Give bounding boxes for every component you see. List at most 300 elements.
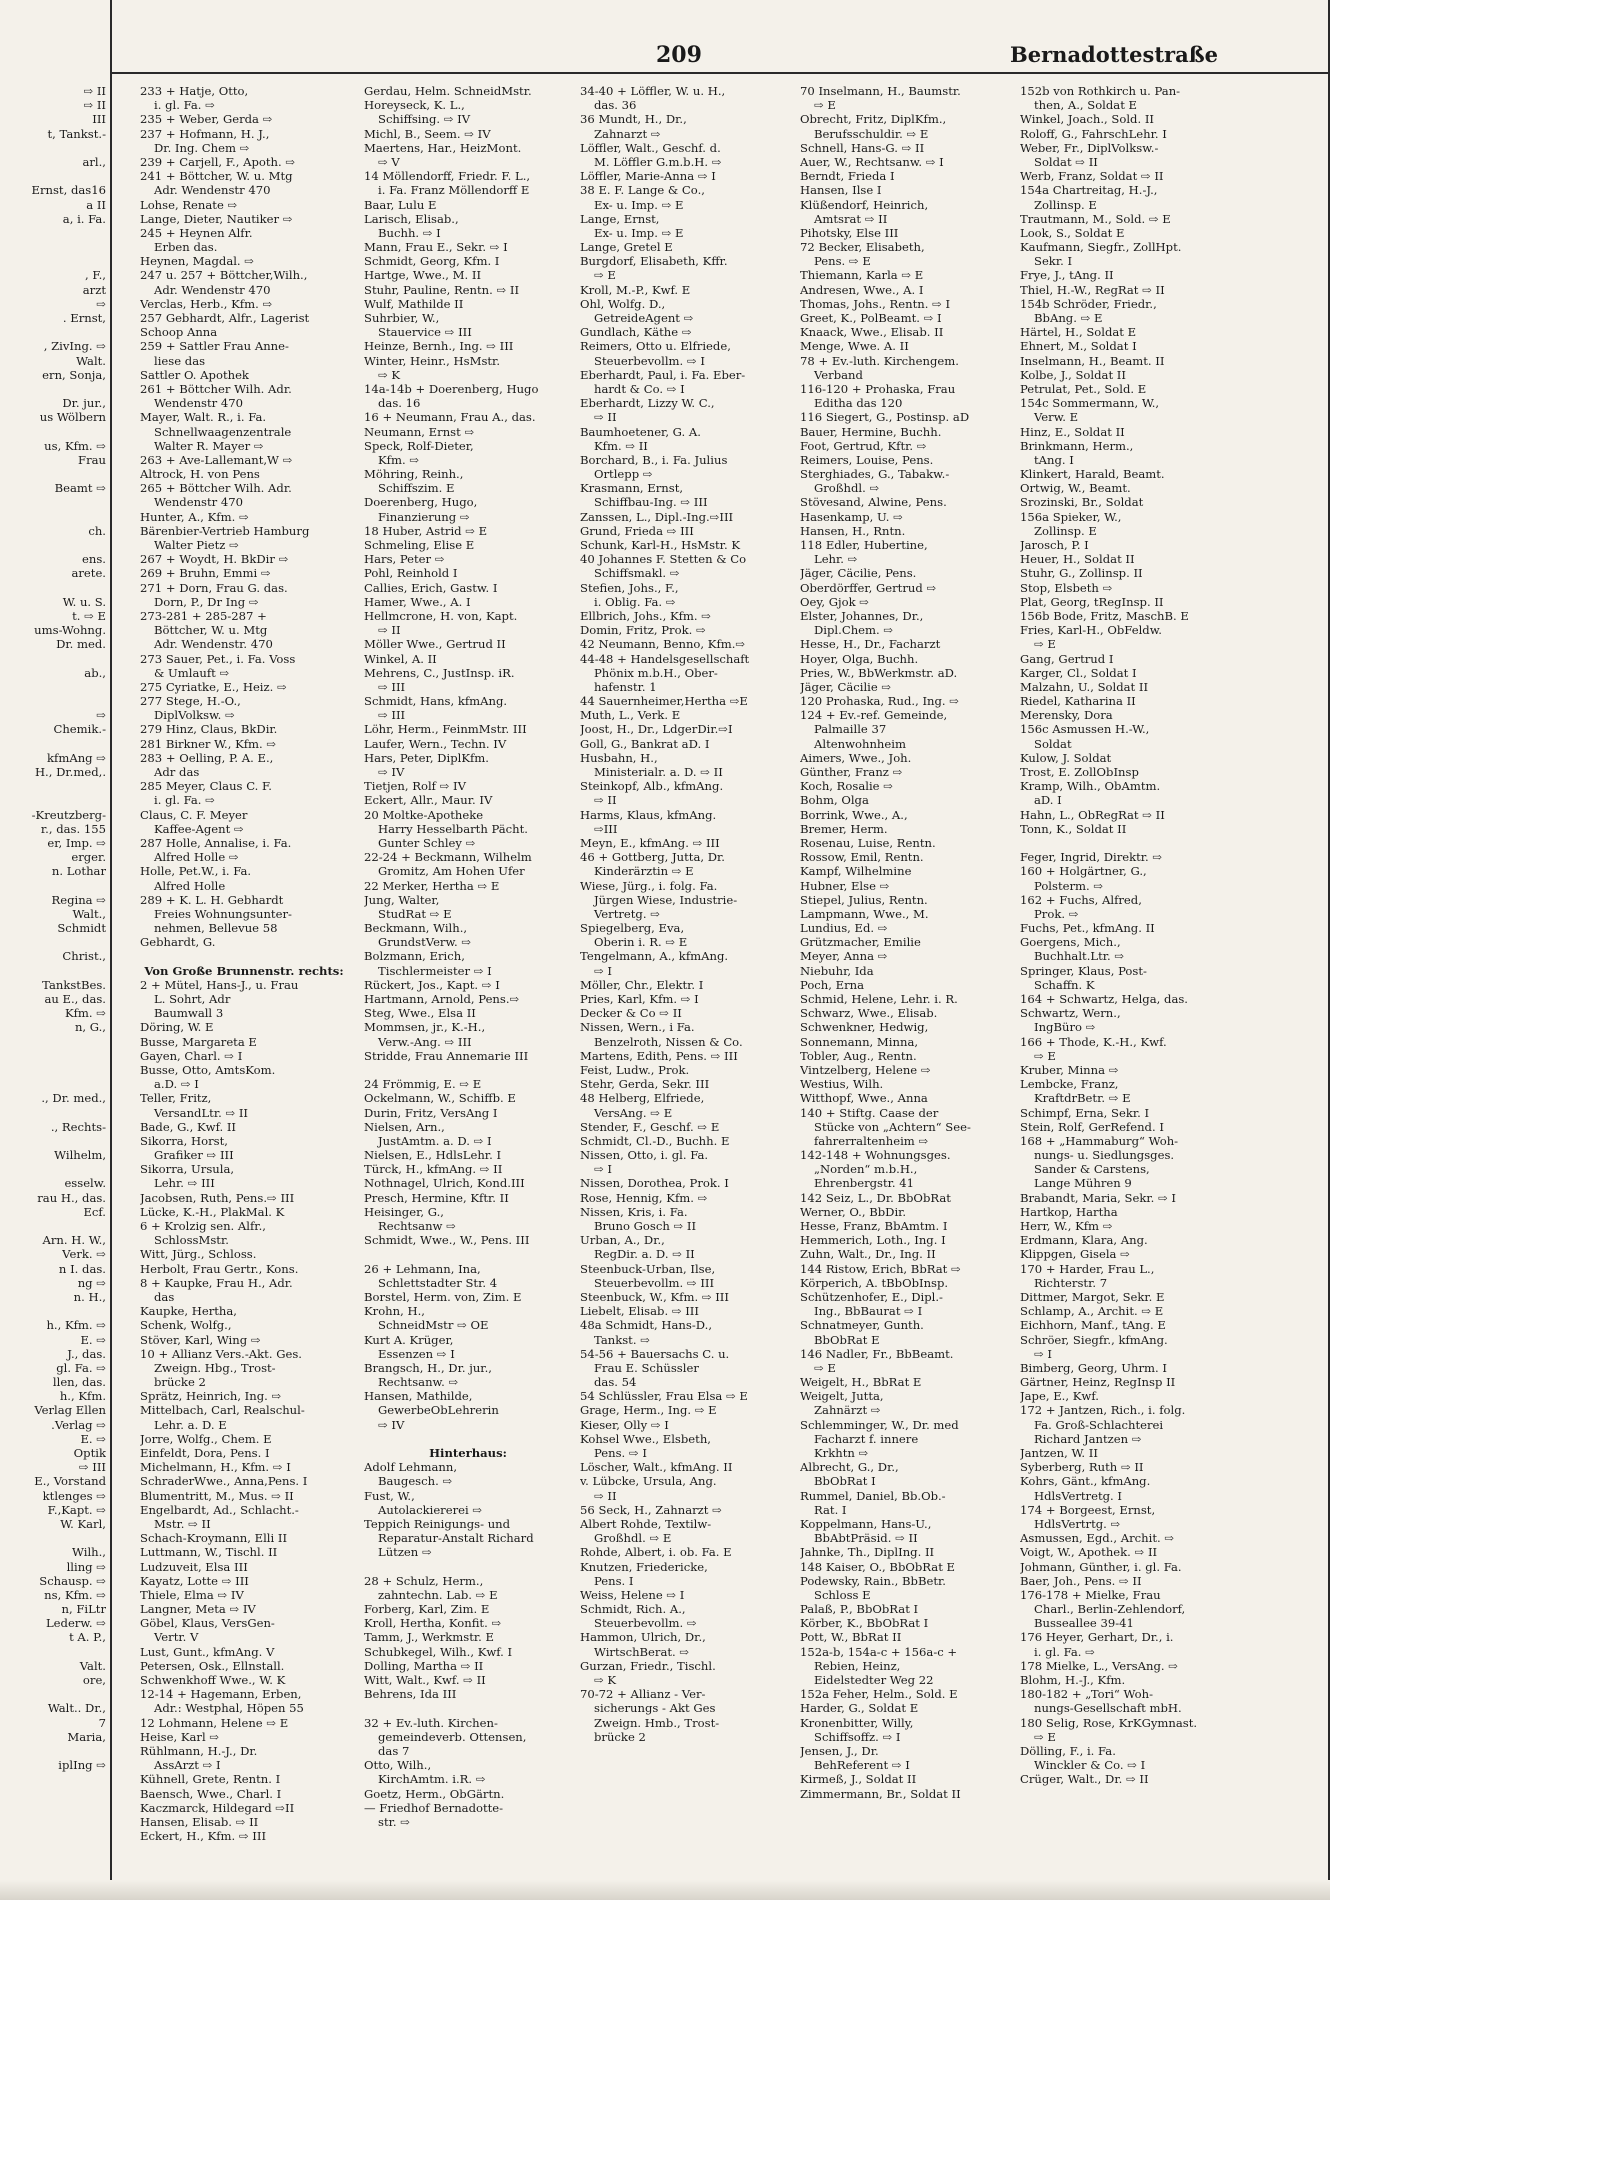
directory-line: Möller, Chr., Elektr. I xyxy=(580,977,704,992)
directory-line: Hartmann, Arnold, Pens.⇨ xyxy=(364,992,520,1006)
directory-line: Sander & Carstens, xyxy=(1034,1162,1150,1177)
directory-line: 154a Chartreitag, H.-J., xyxy=(1020,183,1158,198)
directory-line: Kroll, M.-P., Kwf. E xyxy=(580,282,691,297)
directory-line: Löhr, Herm., FeinmMstr. III xyxy=(364,722,527,737)
directory-line xyxy=(0,680,106,694)
directory-line: au E., das. xyxy=(44,992,106,1006)
directory-line: ⇨ II xyxy=(83,84,106,98)
directory-line: 289 + K. L. H. Gebhardt xyxy=(140,892,284,907)
directory-line: 22 Merker, Hertha ⇨ E xyxy=(364,878,500,893)
directory-line: ⇨ xyxy=(96,296,106,311)
directory-line: Lust, Gunt., kfmAng. V xyxy=(140,1644,275,1659)
directory-line xyxy=(0,879,106,893)
directory-line: 263 + Ave-Lallemant,W ⇨ xyxy=(140,452,293,467)
directory-line: Hansen, Ilse I xyxy=(800,183,882,198)
directory-line: Schützenhofer, E., Dipl.- xyxy=(800,1289,943,1304)
directory-line: Auer, W., Rechtsanw. ⇨ I xyxy=(800,154,944,169)
directory-line: Grützmacher, Emilie xyxy=(800,935,921,950)
directory-line: — Friedhof Bernadotte- xyxy=(364,1800,504,1815)
directory-line: Wilh., xyxy=(72,1545,106,1560)
directory-line: Ockelmann, W., Schiffb. E xyxy=(364,1091,516,1106)
directory-line: das xyxy=(154,1289,175,1304)
directory-line: Von Große Brunnenstr. rechts: xyxy=(144,963,344,978)
directory-line: Ex- u. Imp. ⇨ E xyxy=(594,225,684,240)
directory-line: E. ⇨ xyxy=(80,1431,106,1446)
directory-line: 16 + Neumann, Frau A., das. xyxy=(364,410,536,425)
directory-line: Elster, Johannes, Dr., xyxy=(800,608,924,623)
directory-line: Kaupke, Hertha, xyxy=(140,1304,237,1319)
directory-line: Pohl, Reinhold I xyxy=(364,566,458,581)
directory-line: Arn. H. W., xyxy=(42,1233,106,1248)
directory-line: Schmid, Helene, Lehr. i. R. xyxy=(800,992,958,1006)
directory-line: Behrens, Ida III xyxy=(364,1687,457,1702)
directory-line: Brabandt, Maria, Sekr. ⇨ I xyxy=(1020,1190,1176,1205)
directory-line: Schloss E xyxy=(814,1587,871,1602)
directory-line: Pens. ⇨ I xyxy=(594,1446,647,1460)
directory-line: Thiele, Elma ⇨ IV xyxy=(140,1587,244,1602)
directory-line: Stop, Elsbeth ⇨ xyxy=(1020,580,1113,595)
directory-line xyxy=(0,1106,106,1120)
directory-line: HdlsVertrtg. ⇨ xyxy=(1034,1516,1121,1531)
directory-line: 275 Cyriatke, E., Heiz. ⇨ xyxy=(140,679,287,694)
directory-line: 168 + „Hammaburg“ Woh- xyxy=(1020,1133,1179,1148)
directory-line: 6 + Krolzig sen. Alfr., xyxy=(140,1219,266,1233)
directory-line: Steenbuck, W., Kfm. ⇨ III xyxy=(580,1289,729,1304)
directory-line: Kfm. ⇨ xyxy=(64,1006,106,1021)
directory-line: 164 + Schwartz, Helga, das. xyxy=(1020,992,1188,1006)
directory-line: 160 + Holgärtner, G., xyxy=(1020,864,1147,879)
directory-line: Reparatur-Anstalt Richard xyxy=(378,1531,534,1546)
directory-line: Dr. med. xyxy=(56,637,106,652)
directory-line: Adr. Wendenstr 470 xyxy=(154,183,271,198)
directory-line: Tengelmann, A., kfmAng. xyxy=(580,949,729,964)
directory-line: Lange, Ernst, xyxy=(580,211,660,226)
directory-line: Schausp. ⇨ xyxy=(39,1573,106,1588)
directory-line xyxy=(0,935,106,949)
directory-line: ⇨ E xyxy=(594,268,616,283)
directory-line: Klippgen, Gisela ⇨ xyxy=(1020,1247,1130,1262)
directory-line: Asmussen, Egd., Archit. ⇨ xyxy=(1020,1531,1175,1546)
header-rule xyxy=(112,72,1330,74)
directory-line: Holle, Pet.W., i. Fa. xyxy=(140,864,252,879)
directory-line: Witt, Jürg., Schloss. xyxy=(140,1247,257,1262)
directory-line: Fries, Karl-H., ObFeldw. xyxy=(1020,623,1162,638)
directory-line: Fust, W., xyxy=(364,1488,415,1503)
directory-line: 174 + Borgeest, Ernst, xyxy=(1020,1502,1156,1517)
directory-line: Tankst. ⇨ xyxy=(594,1332,650,1347)
directory-line: Pens. I xyxy=(594,1573,634,1588)
directory-line: Kampf, Wilhelmine xyxy=(800,864,912,879)
directory-line: SchneidMstr ⇨ OE xyxy=(378,1318,489,1333)
directory-line: Mittelbach, Carl, Realschul- xyxy=(140,1403,305,1418)
directory-line: brücke 2 xyxy=(594,1729,646,1744)
directory-line: Ex- u. Imp. ⇨ E xyxy=(594,197,684,212)
directory-line: 38 E. F. Lange & Co., xyxy=(580,183,705,198)
directory-line: Harry Hesselbarth Pächt. xyxy=(378,821,528,836)
directory-line: v. Lübcke, Ursula, Ang. xyxy=(580,1474,717,1489)
directory-line: Göbel, Klaus, VersGen- xyxy=(140,1616,275,1631)
directory-line xyxy=(0,779,106,793)
directory-line xyxy=(0,1162,106,1176)
directory-line: Foot, Gertrud, Kftr. ⇨ xyxy=(800,438,927,453)
directory-line: Charl., Berlin-Zehlendorf, xyxy=(1034,1602,1186,1617)
directory-line: hafenstr. 1 xyxy=(594,679,657,694)
directory-line: Reimers, Otto u. Elfriede, xyxy=(580,339,731,354)
directory-line: 54-56 + Bauersachs C. u. xyxy=(580,1346,730,1361)
directory-line: 156a Spieker, W., xyxy=(1020,509,1122,524)
directory-line: 124 + Ev.-ref. Gemeinde, xyxy=(800,708,948,723)
directory-line xyxy=(0,1063,106,1077)
directory-line: Stuhr, Pauline, Rentn. ⇨ II xyxy=(364,282,520,297)
directory-line: Albrecht, G., Dr., xyxy=(800,1460,899,1475)
directory-line: 28 + Schulz, Herm., xyxy=(364,1573,484,1588)
directory-line: Pens. ⇨ E xyxy=(814,254,871,269)
directory-line: Schubkegel, Wilh., Kwf. I xyxy=(364,1644,513,1659)
directory-line: Verw.-Ang. ⇨ III xyxy=(378,1034,472,1049)
directory-line: 22-24 + Beckmann, Wilhelm xyxy=(364,850,532,865)
directory-line: 42 Neumann, Benno, Kfm.⇨ xyxy=(580,637,746,652)
directory-line: Borchard, B., i. Fa. Julius xyxy=(580,452,728,467)
directory-line: Nissen, Dorothea, Prok. I xyxy=(580,1176,729,1191)
directory-line xyxy=(0,325,106,339)
directory-line: Inselmann, H., Beamt. II xyxy=(1020,353,1165,368)
directory-line: Meyn, E., kfmAng. ⇨ III xyxy=(580,835,720,850)
page-bottom-edge xyxy=(0,1880,1330,1900)
directory-line: Palaß, P., BbObRat I xyxy=(800,1602,919,1617)
directory-line xyxy=(0,793,106,807)
directory-line: Winkel, A. II xyxy=(364,651,437,666)
directory-line: J., das. xyxy=(67,1346,106,1361)
directory-line: Hesse, H., Dr., Facharzt xyxy=(800,637,941,652)
directory-line: ., Dr. med., xyxy=(41,1091,106,1106)
directory-line: Maertens, Har., HeizMont. xyxy=(364,140,522,155)
directory-line: Kaczmarck, Hildegard ⇨II xyxy=(140,1800,295,1815)
directory-line: SchlossMstr. xyxy=(154,1233,229,1248)
directory-line: Roloff, G., FahrschLehr. I xyxy=(1020,126,1167,141)
directory-line: Aimers, Wwe., Joh. xyxy=(800,750,912,765)
directory-line: Pries, Karl, Kfm. ⇨ I xyxy=(580,992,699,1006)
directory-line: . Ernst, xyxy=(62,311,106,325)
directory-line: i. Oblig. Fa. ⇨ xyxy=(594,594,676,609)
directory-line: Regina ⇨ xyxy=(51,892,106,907)
directory-line: Tamm, J., Werkmstr. E xyxy=(364,1630,495,1645)
directory-line: Ellbrich, Johs., Kfm. ⇨ xyxy=(580,608,712,623)
directory-line: 12-14 + Hagemann, Erben, xyxy=(140,1687,302,1702)
directory-line: 265 + Böttcher Wilh. Adr. xyxy=(140,481,292,496)
directory-line: Greet, K., PolBeamt. ⇨ I xyxy=(800,311,942,325)
directory-line: Schwenkhoff Wwe., W. K xyxy=(140,1673,286,1687)
directory-line xyxy=(0,1744,106,1758)
directory-line: Eidelstedter Weg 22 xyxy=(814,1673,934,1687)
directory-line: ⇨ E xyxy=(1034,637,1056,652)
directory-line: 172 + Jantzen, Rich., i. folg. xyxy=(1020,1403,1186,1418)
directory-line: Knaack, Wwe., Elisab. II xyxy=(800,325,944,340)
directory-line: 12 Lohmann, Helene ⇨ E xyxy=(140,1715,289,1730)
directory-line: Engelbardt, Ad., Schlacht.- xyxy=(140,1502,299,1517)
directory-line: Busseallee 39-41 xyxy=(1034,1616,1134,1631)
directory-line: Beamt ⇨ xyxy=(54,481,106,496)
directory-line: Dr. Ing. Chem ⇨ xyxy=(154,140,250,155)
directory-line: Bruno Gosch ⇨ II xyxy=(594,1219,697,1233)
directory-line: i. Fa. Franz Möllendorff E xyxy=(378,183,530,198)
directory-line: Gundlach, Käthe ⇨ xyxy=(580,325,692,340)
directory-line: Muth, L., Verk. E xyxy=(580,708,681,723)
directory-line: Mann, Frau E., Sekr. ⇨ I xyxy=(364,240,508,255)
directory-line: Oberin i. R. ⇨ E xyxy=(594,935,688,950)
directory-line: Amtsrat ⇨ II xyxy=(814,211,888,226)
directory-line: WirtschBerat. ⇨ xyxy=(594,1644,690,1659)
directory-line: Tobler, Aug., Rentn. xyxy=(800,1048,917,1063)
directory-line: Rummel, Daniel, Bb.Ob.- xyxy=(800,1488,946,1503)
directory-line: ⇨ V xyxy=(378,154,400,169)
directory-line: Hellmcrone, H. von, Kapt. xyxy=(364,608,518,623)
directory-line: Zahnarzt ⇨ xyxy=(594,126,661,141)
directory-line xyxy=(364,1247,572,1261)
directory-line: 247 u. 257 + Böttcher,Wilh., xyxy=(140,268,308,283)
directory-line xyxy=(140,949,348,963)
directory-line: Kurt A. Krüger, xyxy=(364,1332,454,1347)
directory-line: 269 + Bruhn, Emmi ⇨ xyxy=(140,566,271,581)
directory-line: ⇨ II xyxy=(83,98,106,113)
directory-line: Werb, Franz, Soldat ⇨ II xyxy=(1020,169,1164,184)
directory-line: das. 16 xyxy=(378,396,421,411)
directory-line xyxy=(0,1219,106,1233)
directory-line: Verk. ⇨ xyxy=(62,1247,106,1262)
directory-line: Dorn, P., Dr Ing ⇨ xyxy=(154,594,259,609)
directory-line: i. gl. Fa. ⇨ xyxy=(154,98,215,113)
directory-line: Wiese, Jürg., i. folg. Fa. xyxy=(580,878,718,893)
directory-line: Ludzuveit, Elsa III xyxy=(140,1559,248,1574)
directory-line: 118 Edler, Hubertine, xyxy=(800,538,928,552)
directory-column-1 xyxy=(140,84,348,1843)
directory-line: Baer, Joh., Pens. ⇨ II xyxy=(1020,1573,1142,1588)
directory-line: F.,Kapt. ⇨ xyxy=(47,1502,106,1517)
directory-line: Jahnke, Th., DiplIng. II xyxy=(800,1545,935,1560)
directory-line: Erben das. xyxy=(154,240,218,255)
directory-line: Rosenau, Luise, Rentn. xyxy=(800,835,936,850)
directory-line: Syberberg, Ruth ⇨ II xyxy=(1020,1460,1144,1475)
directory-line: Laufer, Wern., Techn. IV xyxy=(364,736,507,751)
directory-line: Stövesand, Alwine, Pens. xyxy=(800,495,947,510)
directory-line xyxy=(0,510,106,524)
directory-line: Hammon, Ulrich, Dr., xyxy=(580,1630,706,1645)
directory-line: Fa. Groß-Schlachterei xyxy=(1034,1417,1164,1432)
directory-line: Herr, W., Kfm ⇨ xyxy=(1020,1219,1113,1233)
directory-line: Rossow, Emil, Rentn. xyxy=(800,850,924,865)
directory-line: ⇨ IV xyxy=(378,765,405,779)
directory-line: ⇨ E xyxy=(814,98,836,113)
column-rule xyxy=(110,0,112,1900)
directory-line: Gunter Schley ⇨ xyxy=(378,835,476,850)
directory-line: Hars, Peter ⇨ xyxy=(364,552,445,567)
directory-line: Hansen, Elisab. ⇨ II xyxy=(140,1814,259,1829)
directory-line: Autolackiererei ⇨ xyxy=(378,1502,483,1517)
directory-line: Thomas, Johs., Rentn. ⇨ I xyxy=(800,296,951,311)
directory-line: Mstr. ⇨ II xyxy=(154,1516,211,1531)
directory-line: Kühnell, Grete, Rentn. I xyxy=(140,1772,281,1787)
directory-line: 245 + Heynen Alfr. xyxy=(140,225,253,240)
directory-line: Valt. xyxy=(79,1658,106,1673)
directory-line: Dolling, Martha ⇨ II xyxy=(364,1658,484,1673)
directory-line xyxy=(0,1134,106,1148)
directory-line: Krasmann, Ernst, xyxy=(580,481,684,496)
directory-line: das. 36 xyxy=(594,98,637,113)
directory-line: erger. xyxy=(71,850,106,865)
directory-line: Gromitz, Am Hohen Ufer xyxy=(378,864,525,879)
directory-line: ⇨ II xyxy=(594,1488,617,1503)
directory-line: TankstBes. xyxy=(42,977,106,992)
directory-line xyxy=(0,169,106,183)
directory-line: Sonnemann, Minna, xyxy=(800,1034,919,1049)
directory-line: Meyer, Anna ⇨ xyxy=(800,949,888,964)
directory-line: Doerenberg, Hugo, xyxy=(364,495,478,510)
directory-line: 14a-14b + Doerenberg, Hugo xyxy=(364,381,539,396)
directory-line: Richard Jantzen ⇨ xyxy=(1034,1431,1142,1446)
directory-line: Weber, Fr., DiplVolksw.- xyxy=(1020,140,1159,155)
directory-line: Michl, B., Seem. ⇨ IV xyxy=(364,126,491,141)
directory-line: 142 Seiz, L., Dr. BbObRat xyxy=(800,1190,951,1205)
directory-line: Schiffsmakl. ⇨ xyxy=(594,566,680,581)
directory-line: DiplVolksw. ⇨ xyxy=(154,708,235,723)
directory-column-4 xyxy=(800,84,1012,1801)
directory-line: Schmidt, Wwe., W., Pens. III xyxy=(364,1233,530,1248)
directory-line: Ecf. xyxy=(83,1204,106,1219)
directory-line: Bremer, Herm. xyxy=(800,821,888,836)
directory-line: Erdmann, Klara, Ang. xyxy=(1020,1233,1148,1248)
directory-line: esselw. xyxy=(64,1176,106,1191)
directory-line: Prok. ⇨ xyxy=(1034,906,1079,921)
directory-line: Lange Mühren 9 xyxy=(1034,1176,1132,1191)
directory-line: Schoop Anna xyxy=(140,325,218,340)
directory-line: Hansen, Mathilde, xyxy=(364,1389,473,1404)
directory-line: Schmeling, Elise E xyxy=(364,538,475,552)
directory-line: Voigt, W., Apothek. ⇨ II xyxy=(1020,1545,1158,1560)
directory-line xyxy=(0,141,106,155)
directory-line: Kieser, Olly ⇨ I xyxy=(580,1417,669,1432)
directory-line: Krohn, H., xyxy=(364,1304,425,1319)
directory-line: BbAbtPräsid. ⇨ II xyxy=(814,1531,918,1546)
directory-line: Malzahn, U., Soldat II xyxy=(1020,679,1149,694)
directory-line: Rühlmann, H.-J., Dr. xyxy=(140,1743,258,1758)
directory-line: 287 Holle, Annalise, i. Fa. xyxy=(140,835,292,850)
directory-line: Lundius, Ed. ⇨ xyxy=(800,921,888,936)
directory-line: Ernst, das16 xyxy=(31,183,106,198)
directory-line: ng ⇨ xyxy=(77,1275,106,1290)
directory-line: GetreideAgent ⇨ xyxy=(594,311,694,325)
directory-line: Rechtsanw. ⇨ xyxy=(378,1375,459,1390)
directory-line: 56 Seck, H., Zahnarzt ⇨ xyxy=(580,1502,722,1517)
directory-line: Ministerialr. a. D. ⇨ II xyxy=(594,765,723,779)
directory-line: Petrulat, Pet., Sold. E xyxy=(1020,381,1147,396)
directory-line: Finanzierung ⇨ xyxy=(378,509,470,524)
directory-line: Hubner, Else ⇨ xyxy=(800,878,890,893)
directory-line: t. ⇨ E xyxy=(72,608,106,623)
directory-line: Heuer, H., Soldat II xyxy=(1020,552,1135,567)
directory-line: Essenzen ⇨ I xyxy=(378,1346,455,1361)
directory-line: Chemik.- xyxy=(53,722,106,737)
directory-line: then, A., Soldat E xyxy=(1034,98,1138,113)
directory-line: Vertr. V xyxy=(154,1630,199,1645)
directory-line: 70 Inselmann, H., Baumstr. xyxy=(800,84,961,98)
directory-line: Nielsen, Arn., xyxy=(364,1119,445,1134)
directory-line: Dölling, F., i. Fa. xyxy=(1020,1743,1116,1758)
directory-line: & Umlauft ⇨ xyxy=(154,665,230,680)
directory-line: 241 + Böttcher, W. u. Mtg xyxy=(140,169,293,184)
directory-line: Grund, Frieda ⇨ III xyxy=(580,523,694,538)
directory-line: zahntechn. Lab. ⇨ E xyxy=(378,1587,498,1602)
directory-line: Schlemminger, W., Dr. med xyxy=(800,1417,959,1432)
directory-line: 279 Hinz, Claus, BkDir. xyxy=(140,722,278,737)
directory-line xyxy=(0,1304,106,1318)
directory-line: Langner, Meta ⇨ IV xyxy=(140,1602,256,1617)
directory-line: Gang, Gertrud I xyxy=(1020,651,1114,666)
directory-line: ⇨ I xyxy=(594,963,612,978)
directory-line: Soldat ⇨ II xyxy=(1034,154,1098,169)
directory-line: Gärtner, Heinz, RegInsp II xyxy=(1020,1375,1176,1390)
directory-line: 120 Prohaska, Rud., Ing. ⇨ xyxy=(800,694,960,709)
directory-line: 259 + Sattler Frau Anne- xyxy=(140,339,289,354)
directory-line: 10 + Allianz Vers.-Akt. Ges. xyxy=(140,1346,302,1361)
directory-line xyxy=(0,737,106,751)
directory-line: Thiel, H.-W., RegRat ⇨ II xyxy=(1020,282,1165,297)
directory-line: Jarosch, P. I xyxy=(1020,538,1089,552)
directory-line: Lederw. ⇨ xyxy=(45,1616,106,1631)
directory-line: Zollinsp. E xyxy=(1034,197,1097,212)
directory-line: KraftdrBetr. ⇨ E xyxy=(1034,1091,1131,1106)
directory-line: Vertretg. ⇨ xyxy=(594,906,660,921)
directory-line: 176-178 + Mielke, Frau xyxy=(1020,1587,1161,1602)
directory-line xyxy=(0,694,106,708)
directory-line: Stöver, Karl, Wing ⇨ xyxy=(140,1332,261,1347)
directory-line: n, G., xyxy=(74,1020,106,1035)
directory-line: 44-48 + Handelsgesellschaft xyxy=(580,651,750,666)
directory-line: n. Lothar xyxy=(51,864,106,879)
directory-line: Schiffsing. ⇨ IV xyxy=(378,112,471,127)
directory-line: 44 Sauernheimer,Hertha ⇨E xyxy=(580,694,748,709)
directory-line: Petersen, Osk., Ellnstall. xyxy=(140,1658,285,1673)
directory-line: Ortlepp ⇨ xyxy=(594,467,653,482)
directory-line: Witthopf, Wwe., Anna xyxy=(800,1091,928,1106)
directory-line: 237 + Hofmann, H. J., xyxy=(140,126,270,141)
directory-line: Steuerbevollm. ⇨ I xyxy=(594,353,705,368)
directory-line: Hoyer, Olga, Buchh. xyxy=(800,651,919,666)
directory-line: Grage, Herm., Ing. ⇨ E xyxy=(580,1403,717,1418)
directory-line: Brangsch, H., Dr. jur., xyxy=(364,1360,492,1375)
directory-line: nungs-Gesellschaft mbH. xyxy=(1034,1701,1182,1716)
directory-line: 273-281 + 285-287 + xyxy=(140,608,267,623)
directory-line: sicherungs - Akt Ges xyxy=(594,1701,716,1716)
directory-line: Löscher, Walt., kfmAng. II xyxy=(580,1460,733,1475)
directory-line: Horeyseck, K. L., xyxy=(364,98,465,113)
directory-line: ⇨ II xyxy=(594,793,617,808)
directory-line: Böttcher, W. u. Mtg xyxy=(154,623,268,638)
directory-line: Eichhorn, Manf., tAng. E xyxy=(1020,1318,1166,1333)
directory-line: Stehr, Gerda, Sekr. III xyxy=(580,1077,710,1092)
directory-line: Schnellwaagenzentrale xyxy=(154,424,292,439)
directory-line: 281 Birkner W., Kfm. ⇨ xyxy=(140,736,277,751)
directory-line: 261 + Böttcher Wilh. Adr. xyxy=(140,381,292,396)
directory-line: 273 Sauer, Pet., i. Fa. Voss xyxy=(140,651,296,666)
directory-line: a.D. ⇨ I xyxy=(154,1077,199,1092)
directory-line: Lützen ⇨ xyxy=(378,1545,432,1560)
directory-line: Hunter, A., Kfm. ⇨ xyxy=(140,509,249,524)
directory-line: Speck, Rolf-Dieter, xyxy=(364,438,474,453)
directory-line: Jäger, Cäcilie ⇨ xyxy=(800,679,892,694)
directory-line: ern, Sonja, xyxy=(42,367,106,382)
directory-line: 178 Mielke, L., VersAng. ⇨ xyxy=(1020,1658,1178,1673)
directory-line: Ohl, Wolfg. D., xyxy=(580,296,666,311)
directory-line: ens. xyxy=(82,552,106,567)
